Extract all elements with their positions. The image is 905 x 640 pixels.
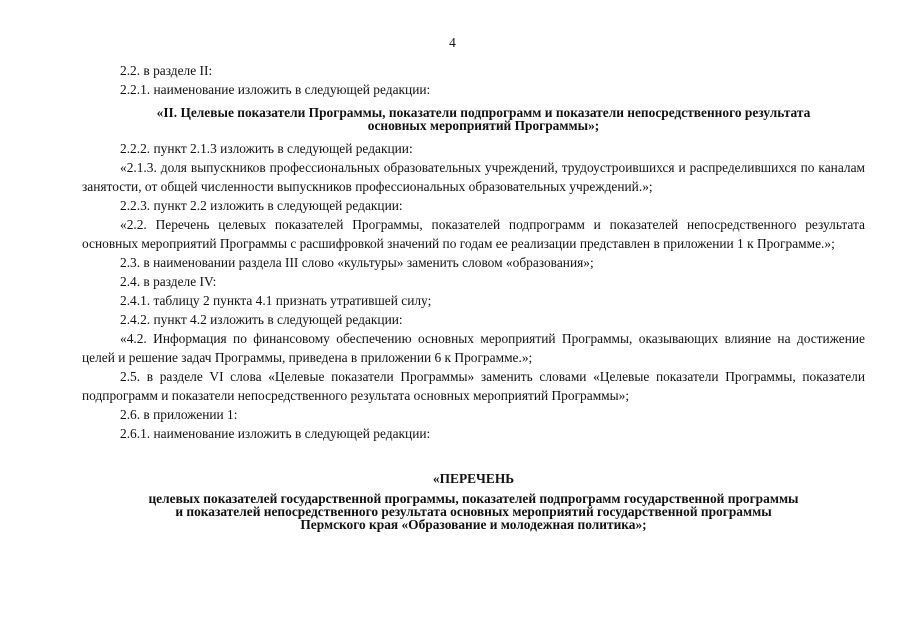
list-title-line: и показателей непосредственного результата основных мероприятий государственной программы [175, 504, 772, 519]
paragraph-quote-2-2: «2.2. Перечень целевых показателей Программы, показателей подпрограмм и показателей непосредственного результата основных мероприятий Программы с расшифровкой значений по годам ее реализации представлен в приложении 1 к Программе.»; [82, 217, 865, 251]
paragraph-2-5: 2.5. в разделе VI слова «Целевые показатели Программы» заменить словами «Целевые показатели Программы, показатели подпрограмм и показатели непосредственного результата основных мероприятий Программы»; [82, 369, 865, 403]
paragraph-2-2: 2.2. в разделе II: [120, 63, 213, 78]
paragraph-2-4-2: 2.4.2. пункт 4.2 изложить в следующей редакции: [120, 312, 403, 327]
page-number: 4 [449, 35, 456, 50]
list-title-block [82, 470, 865, 531]
paragraph-2-2-3: 2.2.3. пункт 2.2 изложить в следующей редакции: [120, 198, 403, 213]
section-heading-line: основных мероприятий Программы»; [367, 118, 600, 133]
section-heading-line: «II. Целевые показатели Программы, показатели подпрограмм и показатели непосредственного результата [156, 105, 811, 120]
paragraph-2-6-1: 2.6.1. наименование изложить в следующей редакции: [120, 426, 431, 441]
list-title-line: целевых показателей государственной программы, показателей подпрограмм государственной программы [148, 491, 799, 506]
paragraph-2-6: 2.6. в приложении 1: [120, 407, 238, 422]
paragraph-quote-2-1-3: «2.1.3. доля выпускников профессиональных образовательных учреждений, трудоустроившихся и распределившихся по каналам занятости, от общей численности выпускников профессиональных образовательных учреждений.»; [82, 160, 865, 194]
section-heading-ii [82, 106, 865, 132]
list-title: «ПЕРЕЧЕНЬ [432, 471, 515, 486]
paragraph-2-4: 2.4. в разделе IV: [120, 274, 217, 289]
paragraph-2-2-2: 2.2.2. пункт 2.1.3 изложить в следующей редакции: [120, 141, 413, 156]
paragraph-2-3: 2.3. в наименовании раздела III слово «культуры» заменить словом «образования»; [120, 255, 594, 270]
paragraph-quote-4-2: «4.2. Информация по финансовому обеспечению основных мероприятий Программы, оказывающих влияние на достижение целей и решение задач Программы, приведена в приложении 6 к Программе.»; [82, 331, 865, 365]
paragraph-2-4-1: 2.4.1. таблицу 2 пункта 4.1 признать утратившей силу; [120, 293, 432, 308]
paragraph-2-2-1: 2.2.1. наименование изложить в следующей редакции: [120, 82, 431, 97]
document-body [82, 61, 865, 531]
list-title-line: Пермского края «Образование и молодежная политика»; [300, 517, 647, 532]
